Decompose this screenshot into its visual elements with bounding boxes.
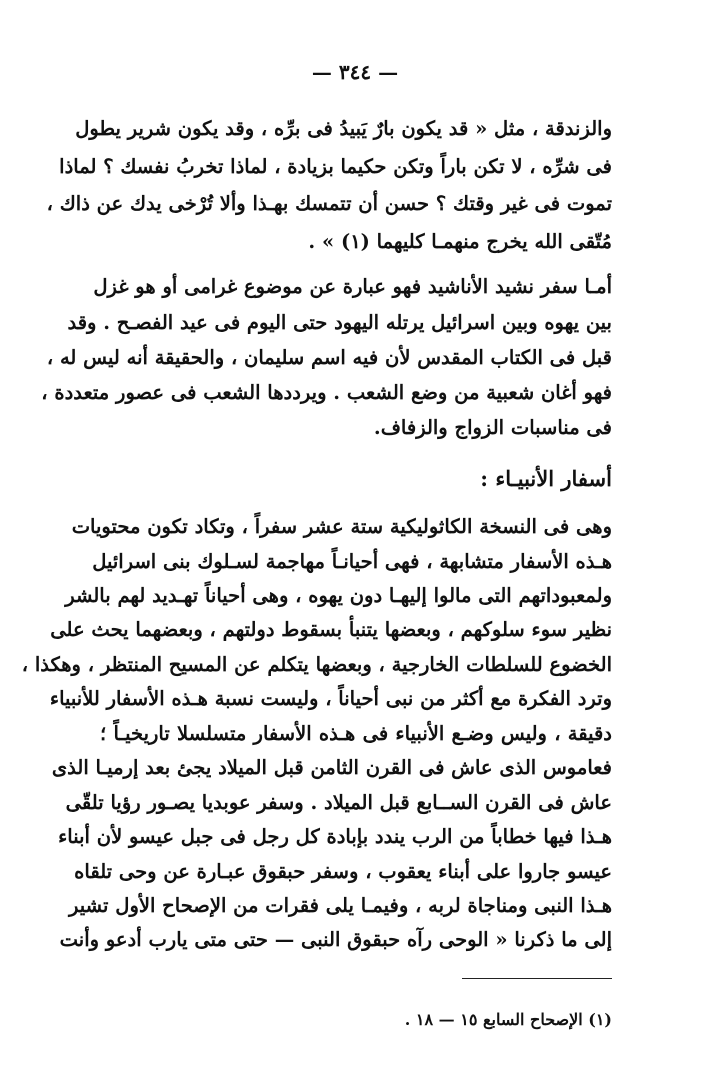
paragraph-line: مُتّقى الله يخرج منهمـا كليهما (١) » . <box>308 230 612 253</box>
paragraph-line: فعاموس الذى عاش فى القرن الثامن قبل الميلاد يجئ بعد إرميـا الذى <box>51 756 612 779</box>
paragraph-line: والزندقة ، مثل « قد يكون بارٌ يَبيدُ فى برِّه ، وقد يكون شرير يطول <box>75 117 612 140</box>
paragraph-line: عاش فى القرن الســابع قبل الميلاد . وسفر عوبديا يصـور رؤيا تلقّى <box>65 791 612 814</box>
paragraph-line: هـذه الأسفار متشابهة ، فهى أحيانـاً مهاجمة لسـلوك بنى اسرائيل <box>92 550 612 573</box>
paragraph-line: أمـا سفر نشيد الأناشيد فهو عبارة عن موضوع غرامى أو هو غزل <box>93 275 612 298</box>
section-heading: أسفار الأنبيـاء : <box>480 466 612 491</box>
paragraph-line: الخضوع للسلطات الخارجية ، وبعضها يتكلم عن المسيح المنتظر ، وهكذا ، <box>21 653 612 676</box>
paragraph-line: فى شرِّه ، لا تكن باراً وتكن حكيما بزيادة ، لماذا تخربُ نفسك ؟ لماذا <box>59 155 612 178</box>
paragraph-line: نظير سوء سلوكهم ، وبعضها يتنبأ بسقوط دولتهم ، وبعضهما يحث على <box>50 618 612 641</box>
paragraph-line: عيسو جاروا على أبناء يعقوب ، وسفر حبقوق عبـارة عن وحى تلقاه <box>74 860 612 883</box>
page-number: — ٣٤٤ — <box>311 60 399 84</box>
paragraph-1 <box>46 110 612 262</box>
footnote: (١) الإصحاح السابع ١٥ — ١٨ . <box>404 1010 612 1029</box>
paragraph-line: وترد الفكرة مع أكثر من نبى أحياناً ، وليست نسبة هـذه الأسفار للأنبياء <box>49 687 612 710</box>
paragraph-line: هـذا فيها خطاباً من الرب يندد بإبادة كل رجل فى جبل عيسو لأن أبناء <box>58 825 612 848</box>
footnote-divider <box>462 978 612 979</box>
paragraph-line: ولمعبوداتهم التى مالوا إليهـا دون يهوه ، وهى أحياناً تهـديد لهم بالشر <box>65 584 612 607</box>
paragraph-line: قبل فى الكتاب المقدس لأن فيه اسم سليمان ، والحقيقة أنه ليس له ، <box>46 346 612 369</box>
paragraph-line: فى مناسبات الزواج والزفاف. <box>373 416 612 439</box>
paragraph-line: فهو أغان شعبية من وضع الشعب . ويرددها الشعب فى عصور متعددة ، <box>41 381 612 404</box>
paragraph-2 <box>41 268 612 458</box>
paragraph-line: بين يهوه وبين اسرائيل يرتله اليهود حتى اليوم فى عيد الفصـح . وقد <box>67 311 612 334</box>
paragraph-line: تموت فى غير وقتك ؟ حسن أن تتمسك بهـذا وألا تُرْخى يدك عن ذاك ، <box>46 192 612 215</box>
paragraph-3 <box>21 508 612 958</box>
paragraph-line: هـذا النبى ومناجاة لربه ، وفيمـا يلى فقرات من الإصحاح الأول تشير <box>69 894 612 917</box>
paragraph-line: دقيقة ، وليس وضـع الأنبياء فى هـذه الأسفار متسلسلا تاريخيـاً ؛ <box>100 722 612 745</box>
paragraph-line: إلى ما ذكرنا « الوحى رآه حبقوق النبى — حتى متى يارب أدعو وأنت <box>59 928 612 951</box>
paragraph-line: وهى فى النسخة الكاثوليكية ستة عشر سفراً ، وتكاد تكون محتويات <box>71 515 612 538</box>
